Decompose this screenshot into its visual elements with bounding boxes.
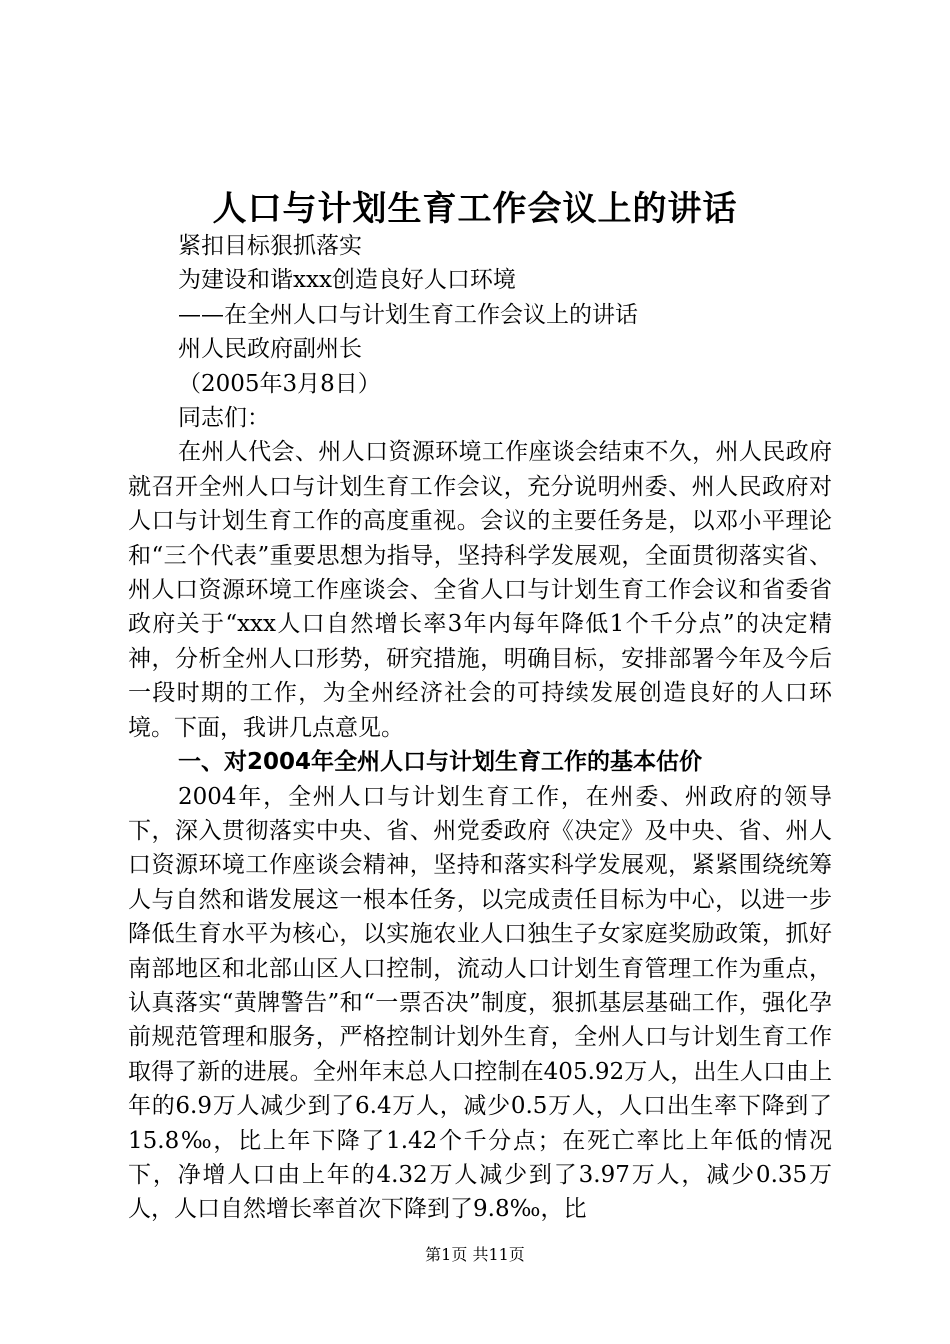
date-line: （2005年3月8日）: [178, 370, 381, 397]
paragraph-intro: 在州人代会、州人口资源环境工作座谈会结束不久，州人民政府就召开全州人口与计划生育工作会议，充分说明州委、州人民政府对人口与计划生育工作的高度重视。会议的主要任务是，以邓小平理论和“三个代表”重要思想为指导，坚持科学发展观，全面贯彻落实省、州人口资源环境工作座谈会、全省人口与计划生育工作会议和省委省政府关于“xxx人口自然增长率3年内每年降低1个千分点”的决定精神，分析全州人口形势，研究措施，明确目标，安排部署今年及今后一段时期的工作，为全州经济社会的可持续发展创造良好的人口环境。下面，我讲几点意见。: [128, 439, 832, 741]
paragraph-assessment: 2004年，全州人口与计划生育工作，在州委、州政府的领导下，深入贯彻落实中央、省、州党委政府《决定》及中央、省、州人口资源环境工作座谈会精神，坚持和落实科学发展观，紧紧围绕统筹人与自然和谐发展这一根本任务，以完成责任目标为中心，以进一步降低生育水平为核心，以实施农业人口独生子女家庭奖励政策，抓好南部地区和北部山区人口控制，流动人口计划生育管理工作为重点，认真落实“黄牌警告”和“一票否决”制度，狠抓基层基础工作，强化孕前规范管理和服务，严格控制计划外生育，全州人口与计划生育工作取得了新的进展。全州年末总人口控制在405.92万人，出生人口由上年的6.9万人减少到了6.4万人，减少0.5万人，人口出生率下降到了15.8‰，比上年下降了1.42个千分点；在死亡率比上年低的情况下，净增人口由上年的4.32万人减少到了3.97万人，减少0.35万人，人口自然增长率首次下降到了9.8‰，比: [128, 783, 832, 1223]
document-body: [128, 229, 832, 1227]
salutation-line: 同志们：: [178, 405, 270, 432]
subtitle-line-2: 为建设和谐xxx创造良好人口环境: [178, 267, 516, 294]
section-heading: 一、对2004年全州人口与计划生育工作的基本估价: [178, 749, 703, 776]
subtitle-line-1: 紧扣目标狠抓落实: [178, 233, 362, 259]
speaker-line: 州人民政府副州长: [178, 336, 362, 363]
subtitle-line-3: ——在全州人口与计划生育工作会议上的讲话: [178, 301, 638, 328]
document-title: 人口与计划生育工作会议上的讲话: [212, 189, 738, 229]
page-footer: 第1页 共11页: [425, 1245, 525, 1264]
